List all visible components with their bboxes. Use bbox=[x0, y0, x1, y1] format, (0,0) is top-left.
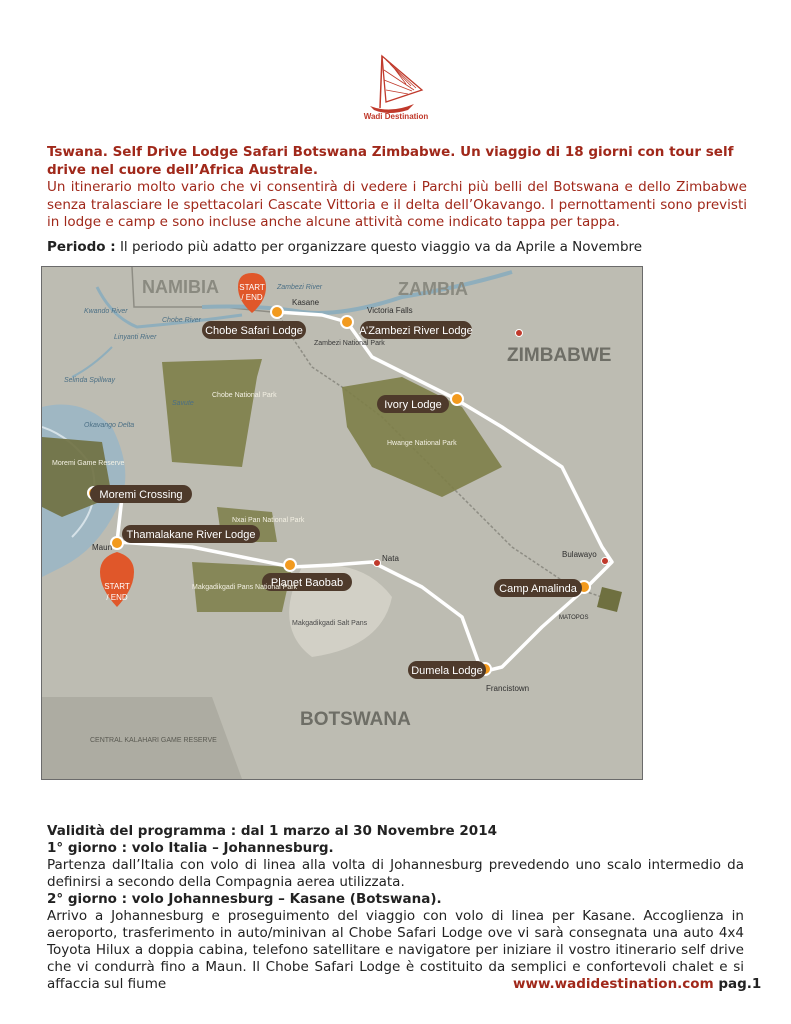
town-label: Maun bbox=[92, 543, 113, 552]
program-section bbox=[47, 823, 744, 993]
river-label: Linyanti River bbox=[114, 334, 157, 341]
periodo-line bbox=[47, 239, 642, 255]
country-label: ZIMBABWE bbox=[507, 345, 612, 366]
country-label: ZAMBIA bbox=[398, 279, 468, 299]
river-label: Savute bbox=[172, 400, 194, 407]
end-label: / END bbox=[241, 293, 263, 302]
lodge-label: Dumela Lodge bbox=[411, 665, 483, 677]
periodo-text: Il periodo più adatto per organizzare questo viaggio va da Aprile a Novembre bbox=[119, 239, 643, 255]
country-label: NAMIBIA bbox=[142, 277, 219, 297]
website-link[interactable]: www.wadidestination.com bbox=[513, 976, 714, 992]
itinerary-map bbox=[41, 266, 643, 780]
town-label: Victoria Falls bbox=[367, 306, 413, 315]
town-label: MATOPOS bbox=[559, 615, 589, 621]
town-label: Francistown bbox=[486, 684, 530, 693]
park-label: Makgadikgadi Pans National Park bbox=[192, 584, 298, 591]
lodge-label: Thamalakane River Lodge bbox=[126, 529, 256, 541]
end-label: / END bbox=[106, 593, 128, 602]
map-svg bbox=[42, 267, 642, 779]
river-label: Okavango Delta bbox=[84, 422, 135, 429]
lodge-label: Camp Amalinda bbox=[499, 583, 577, 595]
river-label: Zambezi River bbox=[277, 284, 323, 291]
logo-text: Wadi Destination bbox=[363, 112, 429, 121]
town-label: Nata bbox=[382, 554, 399, 563]
day2-text: Arrivo a Johannesburg e proseguimento del viaggio con volo di linea per Kasane. Accoglienza in aeroporto, trasferimento in auto/minivan al Chobe Safari Lodge ove vi sarà consegnata una auto 4x4 Toyota Hilux a doppia cabina, telefono satellitare e navigatore per iniziare il vostro itinerario self drive che vi condurrà fino a Maun. Il Chobe Safari Lodge è costituito da semplici e confortevoli chalet e si affaccia sul fiume bbox=[47, 908, 744, 992]
park-label: CENTRAL KALAHARI GAME RESERVE bbox=[90, 737, 217, 744]
validity-heading: Validità del programma : dal 1 marzo al 30 Novembre 2014 bbox=[47, 823, 497, 839]
lodge-label: A’Zambezi River Lodge bbox=[359, 325, 473, 337]
town-label: Kasane bbox=[292, 298, 320, 307]
periodo-label: Periodo : bbox=[47, 239, 116, 255]
town-label: Bulawayo bbox=[562, 550, 597, 559]
park-label: Chobe National Park bbox=[212, 392, 277, 399]
intro-section bbox=[47, 144, 747, 232]
park-label: Makgadikgadi Salt Pans bbox=[292, 620, 368, 627]
footer bbox=[513, 976, 761, 992]
day1-heading: 1° giorno : volo Italia – Johannesburg. bbox=[47, 840, 334, 856]
lodge-label: Moremi Crossing bbox=[99, 489, 183, 501]
country-label: BOTSWANA bbox=[300, 709, 411, 730]
start-label: START bbox=[239, 283, 265, 292]
trip-title: Tswana. Self Drive Lodge Safari Botswana Zimbabwe. Un viaggio di 18 giorni con tour self drive nel cuore dell’Africa Australe. bbox=[47, 144, 734, 178]
river-label: Selinda Spillway bbox=[64, 377, 115, 384]
day1-text: Partenza dall’Italia con volo di linea alla volta di Johannesburg prevedendo uno scalo intermedio da definirsi a secondo della Compagnia aerea utilizzata. bbox=[47, 857, 744, 890]
trip-description: Un itinerario molto vario che vi consentirà di vedere i Parchi più belli del Botswana e dello Zimbabwe senza tralasciare le spettacolari Cascate Vittoria e il delta dell’Okavango. I pernottamenti sono previsti in lodge e camp e sono incluse anche alcune attività come indicato tappa per tappa. bbox=[47, 179, 747, 230]
lodge-label: Planet Baobab bbox=[270, 577, 344, 589]
lodge-label: Chobe Safari Lodge bbox=[205, 325, 303, 337]
start-label: START bbox=[104, 582, 130, 591]
river-label: Chobe River bbox=[162, 317, 201, 324]
river-label: Kwando River bbox=[84, 308, 128, 315]
park-label: Moremi Game Reserve bbox=[52, 460, 125, 467]
park-label: Zambezi National Park bbox=[314, 340, 385, 347]
park-label: Hwange National Park bbox=[387, 440, 457, 447]
day2-heading: 2° giorno : volo Johannesburg – Kasane (Botswana). bbox=[47, 891, 442, 907]
page-number: pag.1 bbox=[718, 976, 762, 992]
park-label: Nxai Pan National Park bbox=[232, 517, 305, 524]
lodge-label: Ivory Lodge bbox=[384, 399, 442, 411]
